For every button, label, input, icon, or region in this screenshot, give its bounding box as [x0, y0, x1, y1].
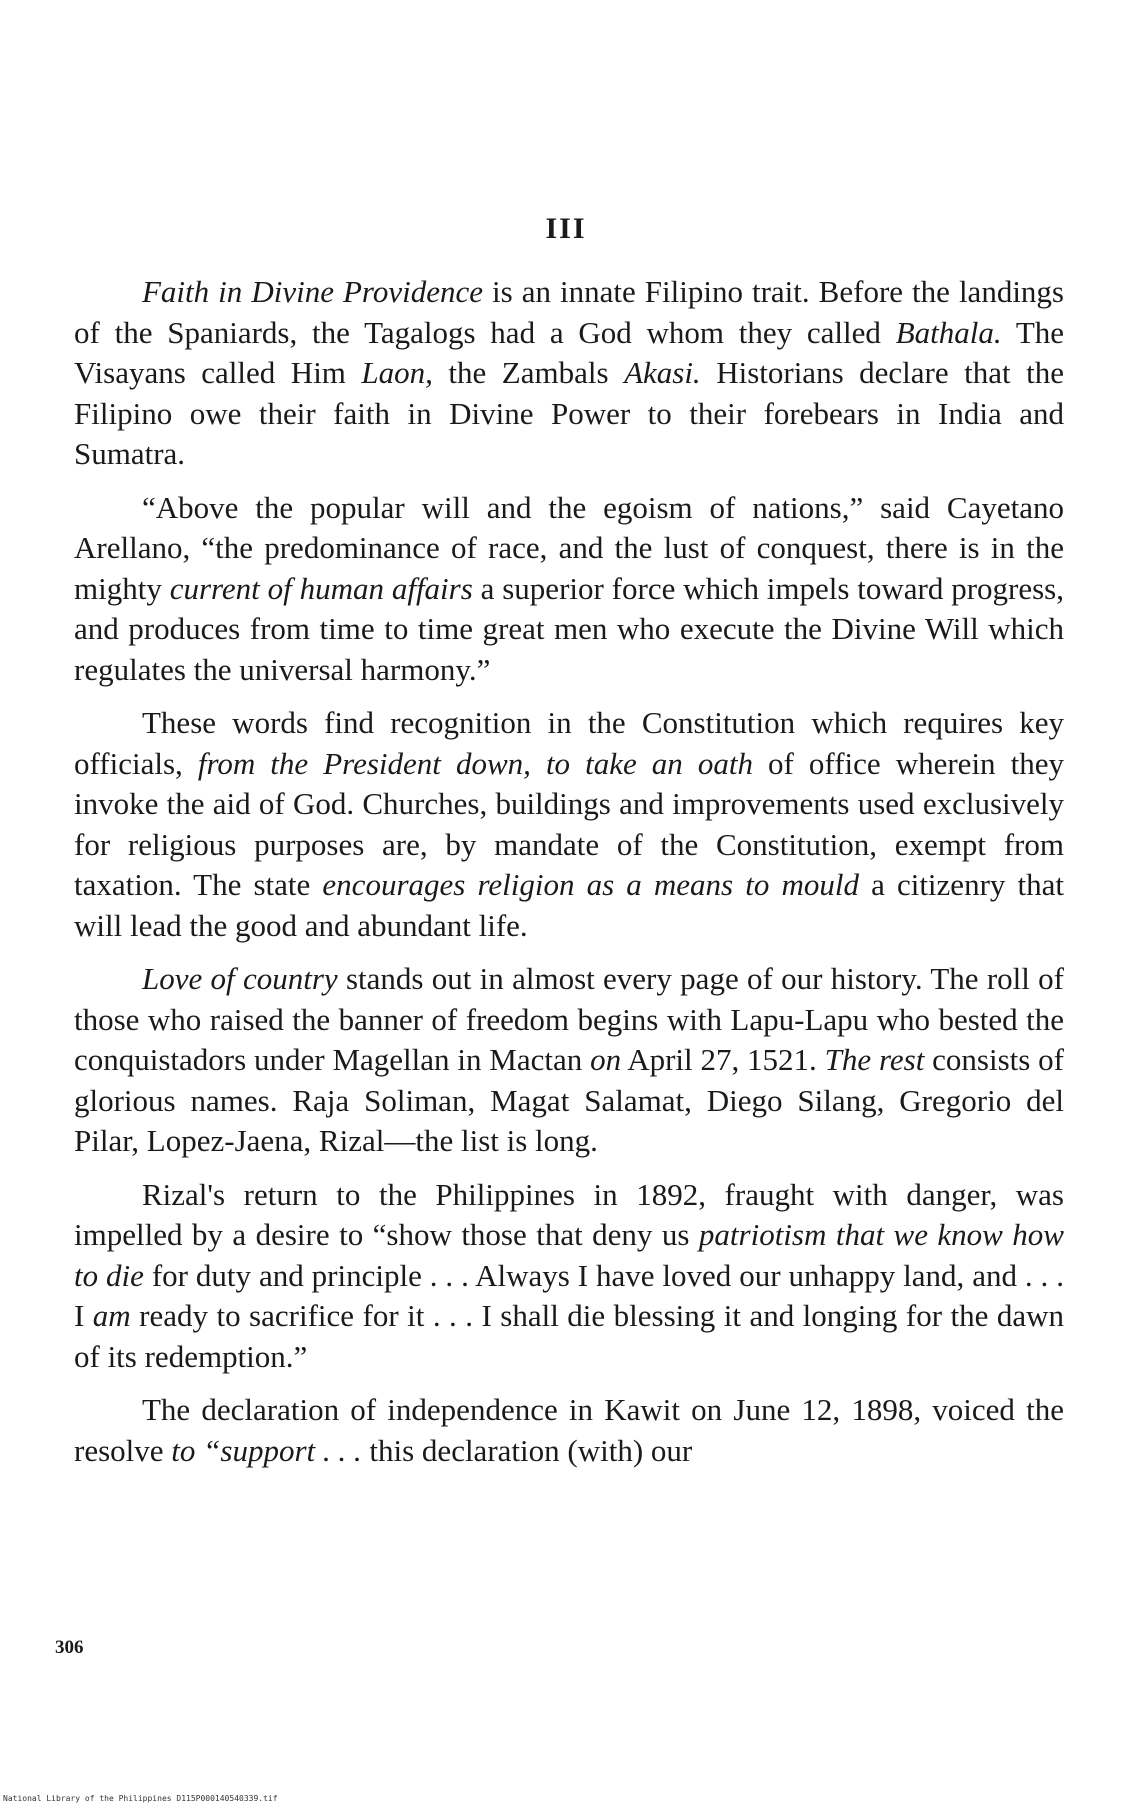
paragraph — [74, 272, 1064, 475]
text-run: ready to sacrifice for it . . . I shall die blessing it and longing for the dawn of its redemption.” — [74, 1298, 1064, 1374]
paragraph — [74, 703, 1064, 946]
text-run: of office wherein they invoke the aid of God. Churches, buildings and improvements used exclusively for religious purposes are, by mandate of the Constitution, exempt from taxation. The state — [74, 745, 1064, 902]
italic-text-run: current of human affairs — [169, 570, 473, 606]
italic-text-run: Bathala. — [895, 314, 1002, 350]
body-text — [74, 272, 1064, 1484]
text-run: is an innate Filipino trait. Before the landings of the Spaniards, the Tagalogs had a God whom they called — [74, 274, 1064, 350]
text-run: the Zambals — [432, 355, 625, 390]
italic-text-run: patriotism that we know how to die — [74, 1217, 1064, 1293]
paragraph — [74, 1390, 1064, 1471]
italic-text-run: Akasi. — [624, 355, 701, 390]
paragraph — [74, 959, 1064, 1162]
paragraph — [74, 488, 1064, 691]
italic-text-run: Laon, — [361, 355, 433, 390]
page-number: 306 — [55, 1637, 84, 1658]
text-run: a citizenry that will lead the good and abundant life. — [74, 867, 1064, 943]
text-run: for duty and principle . . . Always I have loved our unhappy land, and . . . I — [74, 1257, 1064, 1333]
text-run: this declaration (with) our — [361, 1432, 693, 1468]
italic-text-run: The rest — [824, 1042, 925, 1077]
text-run: Historians declare that the Filipino owe their faith in Divine Power to their forebears in India and Sumatra. — [74, 355, 1064, 471]
italic-text-run: to “support . . . — [171, 1432, 362, 1468]
text-run: stands out in almost every page of our history. The roll of those who raised the banner of freedom begins with Lapu-Lapu who bested the conquistadors under Magellan in Mactan — [74, 961, 1064, 1077]
text-run: The declaration of independence in Kawit on June 12, 1898, voiced the resolve — [74, 1392, 1064, 1468]
italic-text-run: Faith in Divine Providence — [142, 274, 483, 309]
italic-text-run: Love of country — [142, 961, 338, 996]
paragraph — [74, 1175, 1064, 1378]
text-run: Rizal's return to the Philippines in 1892, fraught with danger, was impelled by a desire to “show those that deny us — [74, 1176, 1064, 1252]
text-run: The Visayans called Him — [74, 314, 1065, 390]
text-run: “Above the popular will and the egoism of nations,” said Cayetano Arellano, “the predominance of race, and the lust of conquest, there is in the mighty — [74, 489, 1064, 606]
text-run: a superior force which impels toward progress, and produces from time to time great men who execute the Divine Will which regulates the universal harmony.” — [74, 570, 1064, 687]
italic-text-run: from the President down, to take an oath — [197, 745, 753, 781]
italic-text-run: on — [590, 1042, 622, 1077]
text-run: consists of glorious names. Raja Soliman, Magat Salamat, Diego Silang, Gregorio del Pilar, Lopez-Jaena, Rizal—the list is long. — [74, 1042, 1064, 1158]
chapter-heading: III — [545, 212, 587, 245]
italic-text-run: am — [92, 1298, 131, 1333]
text-run: April 27, 1521. — [621, 1042, 825, 1077]
scan-footer-note: National Library of the Philippines D115P000140540339.tif — [3, 1794, 278, 1803]
text-run: These words find recognition in the Constitution which requires key officials, — [74, 705, 1064, 781]
italic-text-run: encourages religion as a means to mould — [322, 867, 859, 902]
